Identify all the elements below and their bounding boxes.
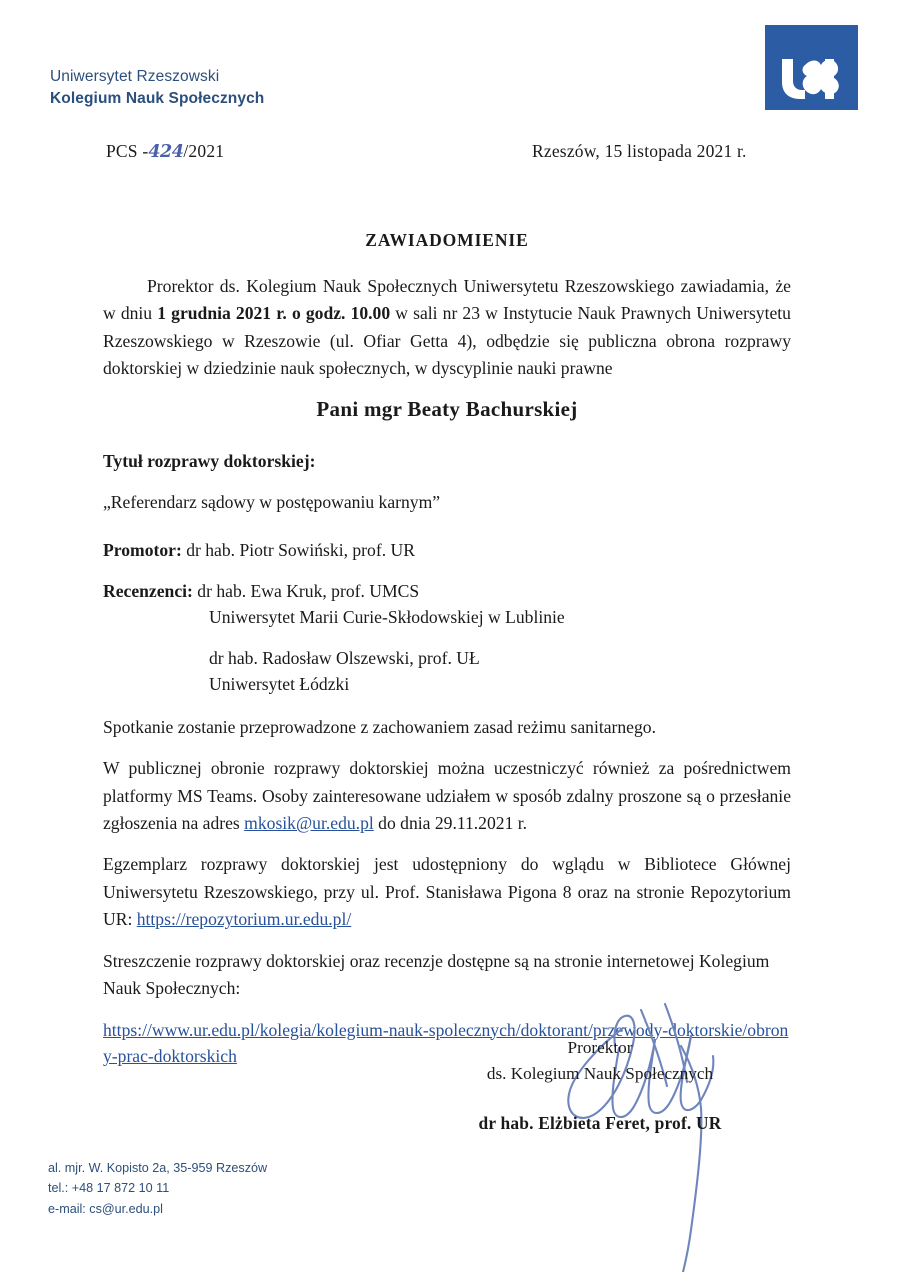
library-text: Egzemplarz rozprawy doktorskiej jest udostępniony do wglądu w Bibliotece Głównej Uniwersytetu Rzeszowskiego, przy ul. Prof. Stanisława Pigona 8 oraz na stronie Repozytorium UR:	[103, 854, 791, 930]
dissertation-title: „Referendarz sądowy w postępowaniu karnym”	[103, 492, 441, 513]
dissertation-title-label	[103, 448, 791, 475]
reviewers-spacer	[103, 631, 791, 645]
teams-text-part2: do dnia 29.11.2021 r.	[373, 812, 528, 833]
reference-number	[106, 141, 224, 162]
footer-email: e-mail: cs@ur.edu.pl	[48, 1201, 163, 1216]
supervisor-row	[103, 537, 791, 564]
dissertation-label-text: Tytuł rozprawy doktorskiej:	[103, 450, 316, 471]
reviewers-label: Recenzenci:	[103, 581, 193, 602]
supervisor-label: Promotor:	[103, 539, 182, 560]
paragraph-announcement	[103, 273, 791, 383]
university-logo	[765, 25, 858, 110]
reference-prefix: PCS -	[106, 141, 149, 161]
paragraph-summary: Streszczenie rozprawy doktorskiej oraz recenzje dostępne są na stronie internetowej Kolegium Nauk Społecznych:	[103, 950, 770, 999]
announcement-text-part1: Prorektor ds. Kolegium Nauk Społecznych Uniwersytetu Rzeszowskiego zawiadamia, że w dniu	[103, 276, 791, 324]
footer-phone: tel.: +48 17 872 10 11	[48, 1181, 170, 1196]
signature-role-line-2: ds. Kolegium Nauk Społecznych	[486, 1063, 714, 1083]
reviewer-2-affiliation: Uniwersytet Łódzki	[209, 674, 350, 695]
signature-block	[430, 1035, 770, 1134]
signatory-name: dr hab. Elżbieta Feret, prof. UR	[478, 1112, 722, 1133]
reviewer-1-affiliation: Uniwersytet Marii Curie-Skłodowskiej w Lublinie	[209, 607, 565, 628]
reviewer-row-1	[103, 578, 791, 604]
reviewers-block	[103, 578, 791, 698]
announcement-datetime: 1 grudnia 2021 r. o godz. 10.00	[157, 303, 391, 324]
repository-link[interactable]: https://repozytorium.ur.edu.pl/	[136, 909, 352, 930]
letterhead-institution: Uniwersytet Rzeszowski	[50, 68, 220, 85]
paragraph-teams	[103, 755, 791, 837]
reviewer-1-name: dr hab. Ewa Kruk, prof. UMCS	[192, 581, 420, 602]
contact-email-link[interactable]: mkosik@ur.edu.pl	[244, 812, 374, 833]
reference-handwritten-number: 424	[148, 142, 184, 162]
candidate-name: Pani mgr Beaty Bachurskiej	[316, 396, 578, 421]
reference-suffix: /2021	[183, 141, 225, 161]
place-and-date: Rzeszów, 15 listopada 2021 r.	[532, 141, 747, 161]
letterhead	[50, 66, 264, 110]
teams-text-part1: W publicznej obronie rozprawy doktorskiej można uczestniczyć również za pośrednictwem platformy MS Teams. Osoby zainteresowane udziałem w sposób zdalny proszone są o przesłanie zgłoszenia na adres	[103, 758, 791, 833]
paragraph-library	[103, 851, 791, 933]
announcement-text-part2: w sali nr 23 w Instytucie Nauk Prawnych Uniwersytetu Rzeszowskiego w Rzeszowie (ul. Ofiar Getta 4), odbędzie się publiczna obrona rozprawy doktorskiej w dziedzinie nauk społecznych, w dyscyplinie nauki prawne	[103, 303, 791, 379]
letterhead-unit: Kolegium Nauk Społecznych	[50, 90, 265, 107]
document-body	[103, 230, 791, 1069]
document-title: ZAWIADOMIENIE	[365, 230, 529, 250]
supervisor-name: dr hab. Piotr Sowiński, prof. UR	[181, 539, 415, 560]
paragraph-sanitary: Spotkanie zostanie przeprowadzone z zachowaniem zasad reżimu sanitarnego.	[103, 716, 656, 737]
signature-role-line-1: Prorektor	[567, 1038, 633, 1057]
footer-contact	[48, 1158, 267, 1219]
reviewer-2-name: dr hab. Radosław Olszewski, prof. UŁ	[209, 647, 480, 668]
footer-address: al. mjr. W. Kopisto 2a, 35-959 Rzeszów	[48, 1161, 268, 1175]
kns-defenses-link[interactable]: https://www.ur.edu.pl/kolegia/kolegium-nauk-spolecznych/doktorant/przewody-doktorskie/obrony-prac-doktorskich	[103, 1019, 789, 1066]
